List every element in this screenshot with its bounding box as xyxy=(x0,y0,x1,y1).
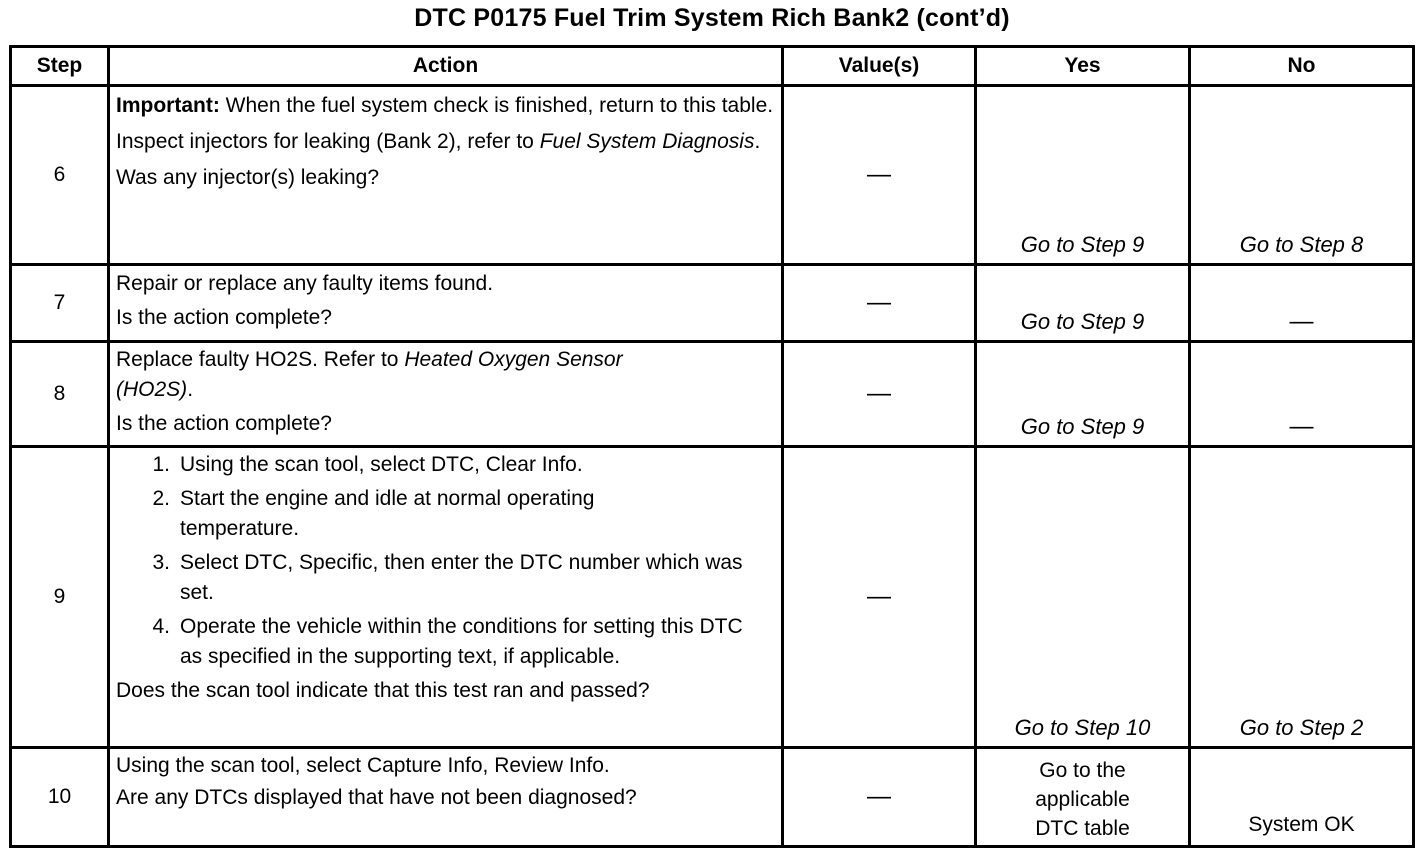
action-question: Was any injector(s) leaking? xyxy=(116,166,379,189)
list-number: 3. xyxy=(152,551,170,574)
list-text: Using the scan tool, select DTC, Clear Info. xyxy=(180,453,583,476)
value-cell: — xyxy=(867,583,891,610)
important-note xyxy=(116,91,775,121)
value-cell: — xyxy=(867,783,891,810)
header-yes: Yes xyxy=(976,47,1190,86)
action-question: Are any DTCs displayed that have not been diagnosed? xyxy=(116,786,637,809)
yes-cell xyxy=(977,756,1188,843)
yes-cell: Go to Step 9 xyxy=(1020,232,1145,257)
action-text: Replace faulty HO2S. Refer to xyxy=(116,348,405,371)
action-reference: Heated Oxygen Sensor (HO2S) xyxy=(116,348,623,401)
action-instruction xyxy=(116,127,775,157)
value-cell: — xyxy=(867,161,891,188)
header-no: No xyxy=(1190,47,1414,86)
list-item xyxy=(116,548,761,608)
table-row xyxy=(11,447,1414,748)
action-cell xyxy=(110,87,781,263)
no-cell: Go to Step 8 xyxy=(1239,232,1364,257)
no-cell: — xyxy=(1289,413,1314,440)
yes-cell: Go to Step 9 xyxy=(1020,414,1145,439)
action-reference: Fuel System Diagnosis xyxy=(539,130,755,153)
action-question: Does the scan tool indicate that this test ran and passed? xyxy=(116,679,650,702)
yes-cell: Go to Step 9 xyxy=(1020,309,1145,334)
list-item xyxy=(116,612,761,672)
table-row xyxy=(11,265,1414,342)
list-text: Start the engine and idle at normal operating temperature. xyxy=(180,487,595,540)
important-label: Important: xyxy=(116,94,220,117)
no-cell: System OK xyxy=(1248,813,1355,836)
header-row xyxy=(11,47,1414,86)
step-number: 7 xyxy=(53,291,66,314)
value-cell: — xyxy=(867,289,891,316)
no-cell: Go to Step 2 xyxy=(1239,715,1364,740)
no-cell: — xyxy=(1289,308,1314,335)
table-row xyxy=(11,86,1414,265)
action-question: Is the action complete? xyxy=(116,412,332,435)
step-number: 8 xyxy=(53,382,66,405)
list-number: 2. xyxy=(152,487,170,510)
header-values: Value(s) xyxy=(783,47,976,86)
procedure-list xyxy=(116,450,761,672)
step-number: 6 xyxy=(53,163,66,186)
yes-line: DTC table xyxy=(1035,817,1130,840)
action-cell xyxy=(110,749,781,845)
action-instruction: Using the scan tool, select Capture Info, Review Info. xyxy=(116,754,610,777)
header-step: Step xyxy=(11,47,109,86)
action-text: Inspect injectors for leaking (Bank 2), refer to xyxy=(116,130,540,153)
action-cell xyxy=(110,343,781,445)
list-item xyxy=(116,450,761,480)
table-row xyxy=(11,748,1414,847)
action-end: . xyxy=(754,130,761,153)
action-question: Is the action complete? xyxy=(116,306,332,329)
list-number: 1. xyxy=(152,453,170,476)
table-title: DTC P0175 Fuel Trim System Rich Bank2 (cont’d) xyxy=(414,4,1010,32)
action-cell xyxy=(110,266,781,340)
yes-line: Go to the xyxy=(1039,759,1126,782)
step-number: 9 xyxy=(53,585,66,608)
list-text: Operate the vehicle within the conditions for setting this DTC as specified in the supporting text, if applicable. xyxy=(180,615,743,668)
header-action: Action xyxy=(109,47,783,86)
step-number: 10 xyxy=(47,785,72,808)
list-text: Select DTC, Specific, then enter the DTC number which was set. xyxy=(180,551,743,604)
diagnostic-table xyxy=(9,45,1415,848)
list-item xyxy=(116,484,761,544)
value-cell: — xyxy=(867,380,891,407)
list-number: 4. xyxy=(152,615,170,638)
important-text: When the fuel system check is finished, return to this table. xyxy=(219,94,774,117)
action-cell xyxy=(110,448,781,746)
yes-cell: Go to Step 10 xyxy=(1014,715,1151,740)
action-end: . xyxy=(187,378,194,401)
action-instruction: Repair or replace any faulty items found. xyxy=(116,272,494,295)
yes-line: applicable xyxy=(1035,788,1130,811)
action-instruction xyxy=(116,345,631,405)
table-row xyxy=(11,342,1414,447)
